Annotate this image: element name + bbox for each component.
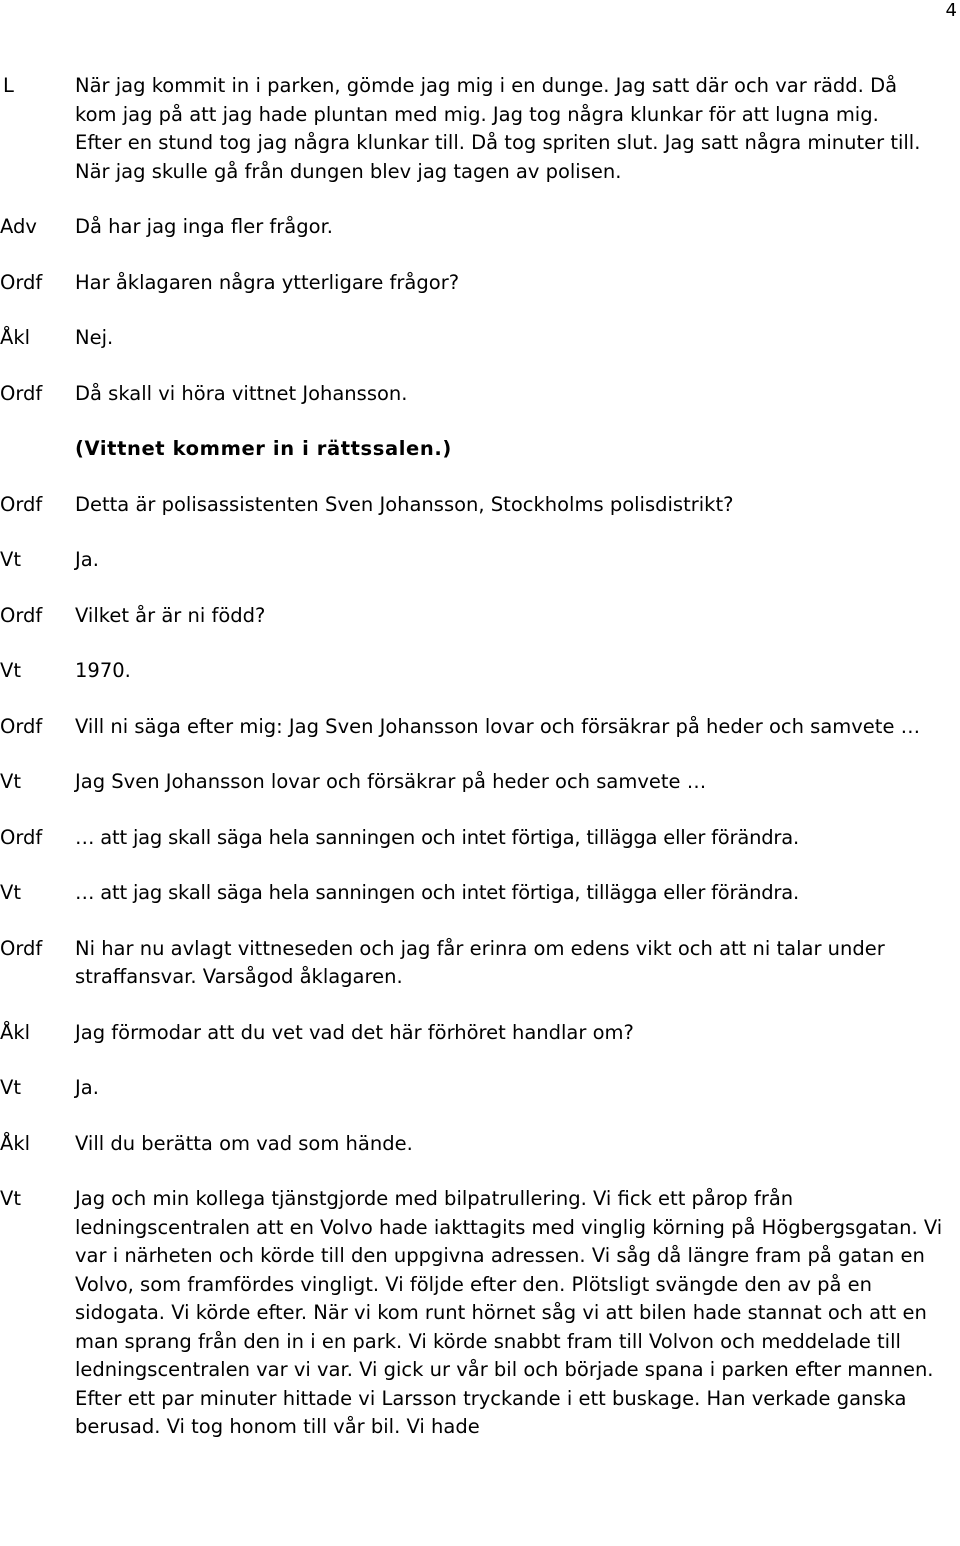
transcript-entry [0,768,960,797]
utterance-text: Ja. [75,1076,99,1099]
transcript-entry [0,935,960,992]
transcript-entry [0,380,960,409]
transcript-entry [0,546,960,575]
utterance-text: 1970. [75,659,131,682]
speaker-label: Ordf [0,714,43,738]
transcript-entry [0,879,960,908]
utterance-text: Jag Sven Johansson lovar och försäkrar på heder och samvete … [75,770,707,793]
utterance-text: Ni har nu avlagt vittneseden och jag får erinra om edens vikt och att ni talar under straffansvar. Varsågod åklagaren. [75,936,885,988]
transcript-entry [0,72,960,186]
utterance-text: Vill ni säga efter mig: Jag Sven Johansson lovar och försäkrar på heder och samvete … [75,714,921,738]
transcript-entry [0,824,960,853]
speaker-label: Ordf [0,492,43,516]
utterance-text: Ja. [75,548,99,571]
transcript-entry [0,324,960,353]
transcript-entry [0,713,960,742]
speaker-label: Vt [0,1187,21,1210]
speaker-label: L [3,74,14,97]
utterance-text: När jag kommit in i parken, gömde jag mig i en dunge. Jag satt där och var rädd. Då kom jag på att jag hade pluntan med mig. Jag tog några klunkar för att lugna mig. Efter en stund tog jag några klunkar till. Då tog spriten slut. Jag satt några minuter till. När jag skulle gå från dungen blev jag tagen av polisen. [75,74,921,183]
transcript-entry [0,1185,960,1442]
utterance-text: Jag och min kollega tjänstgjorde med bilpatrullering. Vi fick ett pårop från ledningscentralen att en Volvo hade iakttagits med vinglig körning på Högbergsgatan. Vi var i närheten och körde till den uppgivna adressen. Vi såg då längre fram på gatan en Volvo, som framfördes vingligt. Vi följde efter den. Plötsligt svängde den av på en sidogata. Vi körde efter. När vi kom runt hörnet såg vi att bilen hade stannat och att en man sprang från den in i en park. Vi körde snabbt fram till Volvon och meddelade till ledningscentralen var vi var. Vi gick ur vår bil och började spana i parken efter mannen. Efter ett par minuter hittade vi Larsson tryckande i ett buskage. Han verkade ganska berusad. Vi tog honom till vår bil. Vi hade [75,1187,943,1438]
speaker-label: Ordf [0,825,43,849]
utterance-text: Då har jag inga fler frågor. [75,215,333,238]
speaker-label: Åkl [0,1131,31,1155]
utterance-text: Då skall vi höra vittnet Johansson. [75,381,408,405]
utterance-text: Vilket år är ni född? [75,603,266,627]
transcript-entry [0,269,960,298]
page-number: 4 [945,0,957,21]
utterance-text: Detta är polisassistenten Sven Johansson, Stockholms polisdistrikt? [75,492,734,516]
utterance-text: Vill du berätta om vad som hände. [75,1131,413,1155]
transcript-entry [0,491,960,520]
transcript-entry [0,602,960,631]
speaker-label: Adv [0,215,37,238]
speaker-label: Vt [0,548,21,571]
speaker-label: Vt [0,1076,21,1099]
utterance-text: Nej. [75,326,114,349]
speaker-label: Åkl [0,1020,31,1044]
utterance-text: Jag förmodar att du vet vad det här förhöret handlar om? [75,1020,634,1044]
speaker-label: Ordf [0,936,43,960]
speaker-label: Vt [0,770,21,793]
speaker-label: Ordf [0,603,43,627]
speaker-label: Åkl [0,326,31,349]
transcript-entry [0,1130,960,1159]
speaker-label: Vt [0,881,21,904]
stage-direction [0,435,960,464]
transcript-entry [0,1074,960,1103]
transcript-entry [0,1019,960,1048]
speaker-label: Ordf [0,381,43,405]
transcript [0,72,960,1469]
utterance-text: … att jag skall säga hela sanningen och intet förtiga, tillägga eller förändra. [75,825,800,849]
speaker-label: Vt [0,659,21,682]
stage-direction-text: (Vittnet kommer in i rättssalen.) [75,437,452,460]
utterance-text: … att jag skall säga hela sanningen och intet förtiga, tillägga eller förändra. [75,881,800,904]
utterance-text: Har åklagaren några ytterligare frågor? [75,270,460,294]
transcript-entry [0,657,960,686]
speaker-label: Ordf [0,270,43,294]
transcript-entry [0,213,960,242]
